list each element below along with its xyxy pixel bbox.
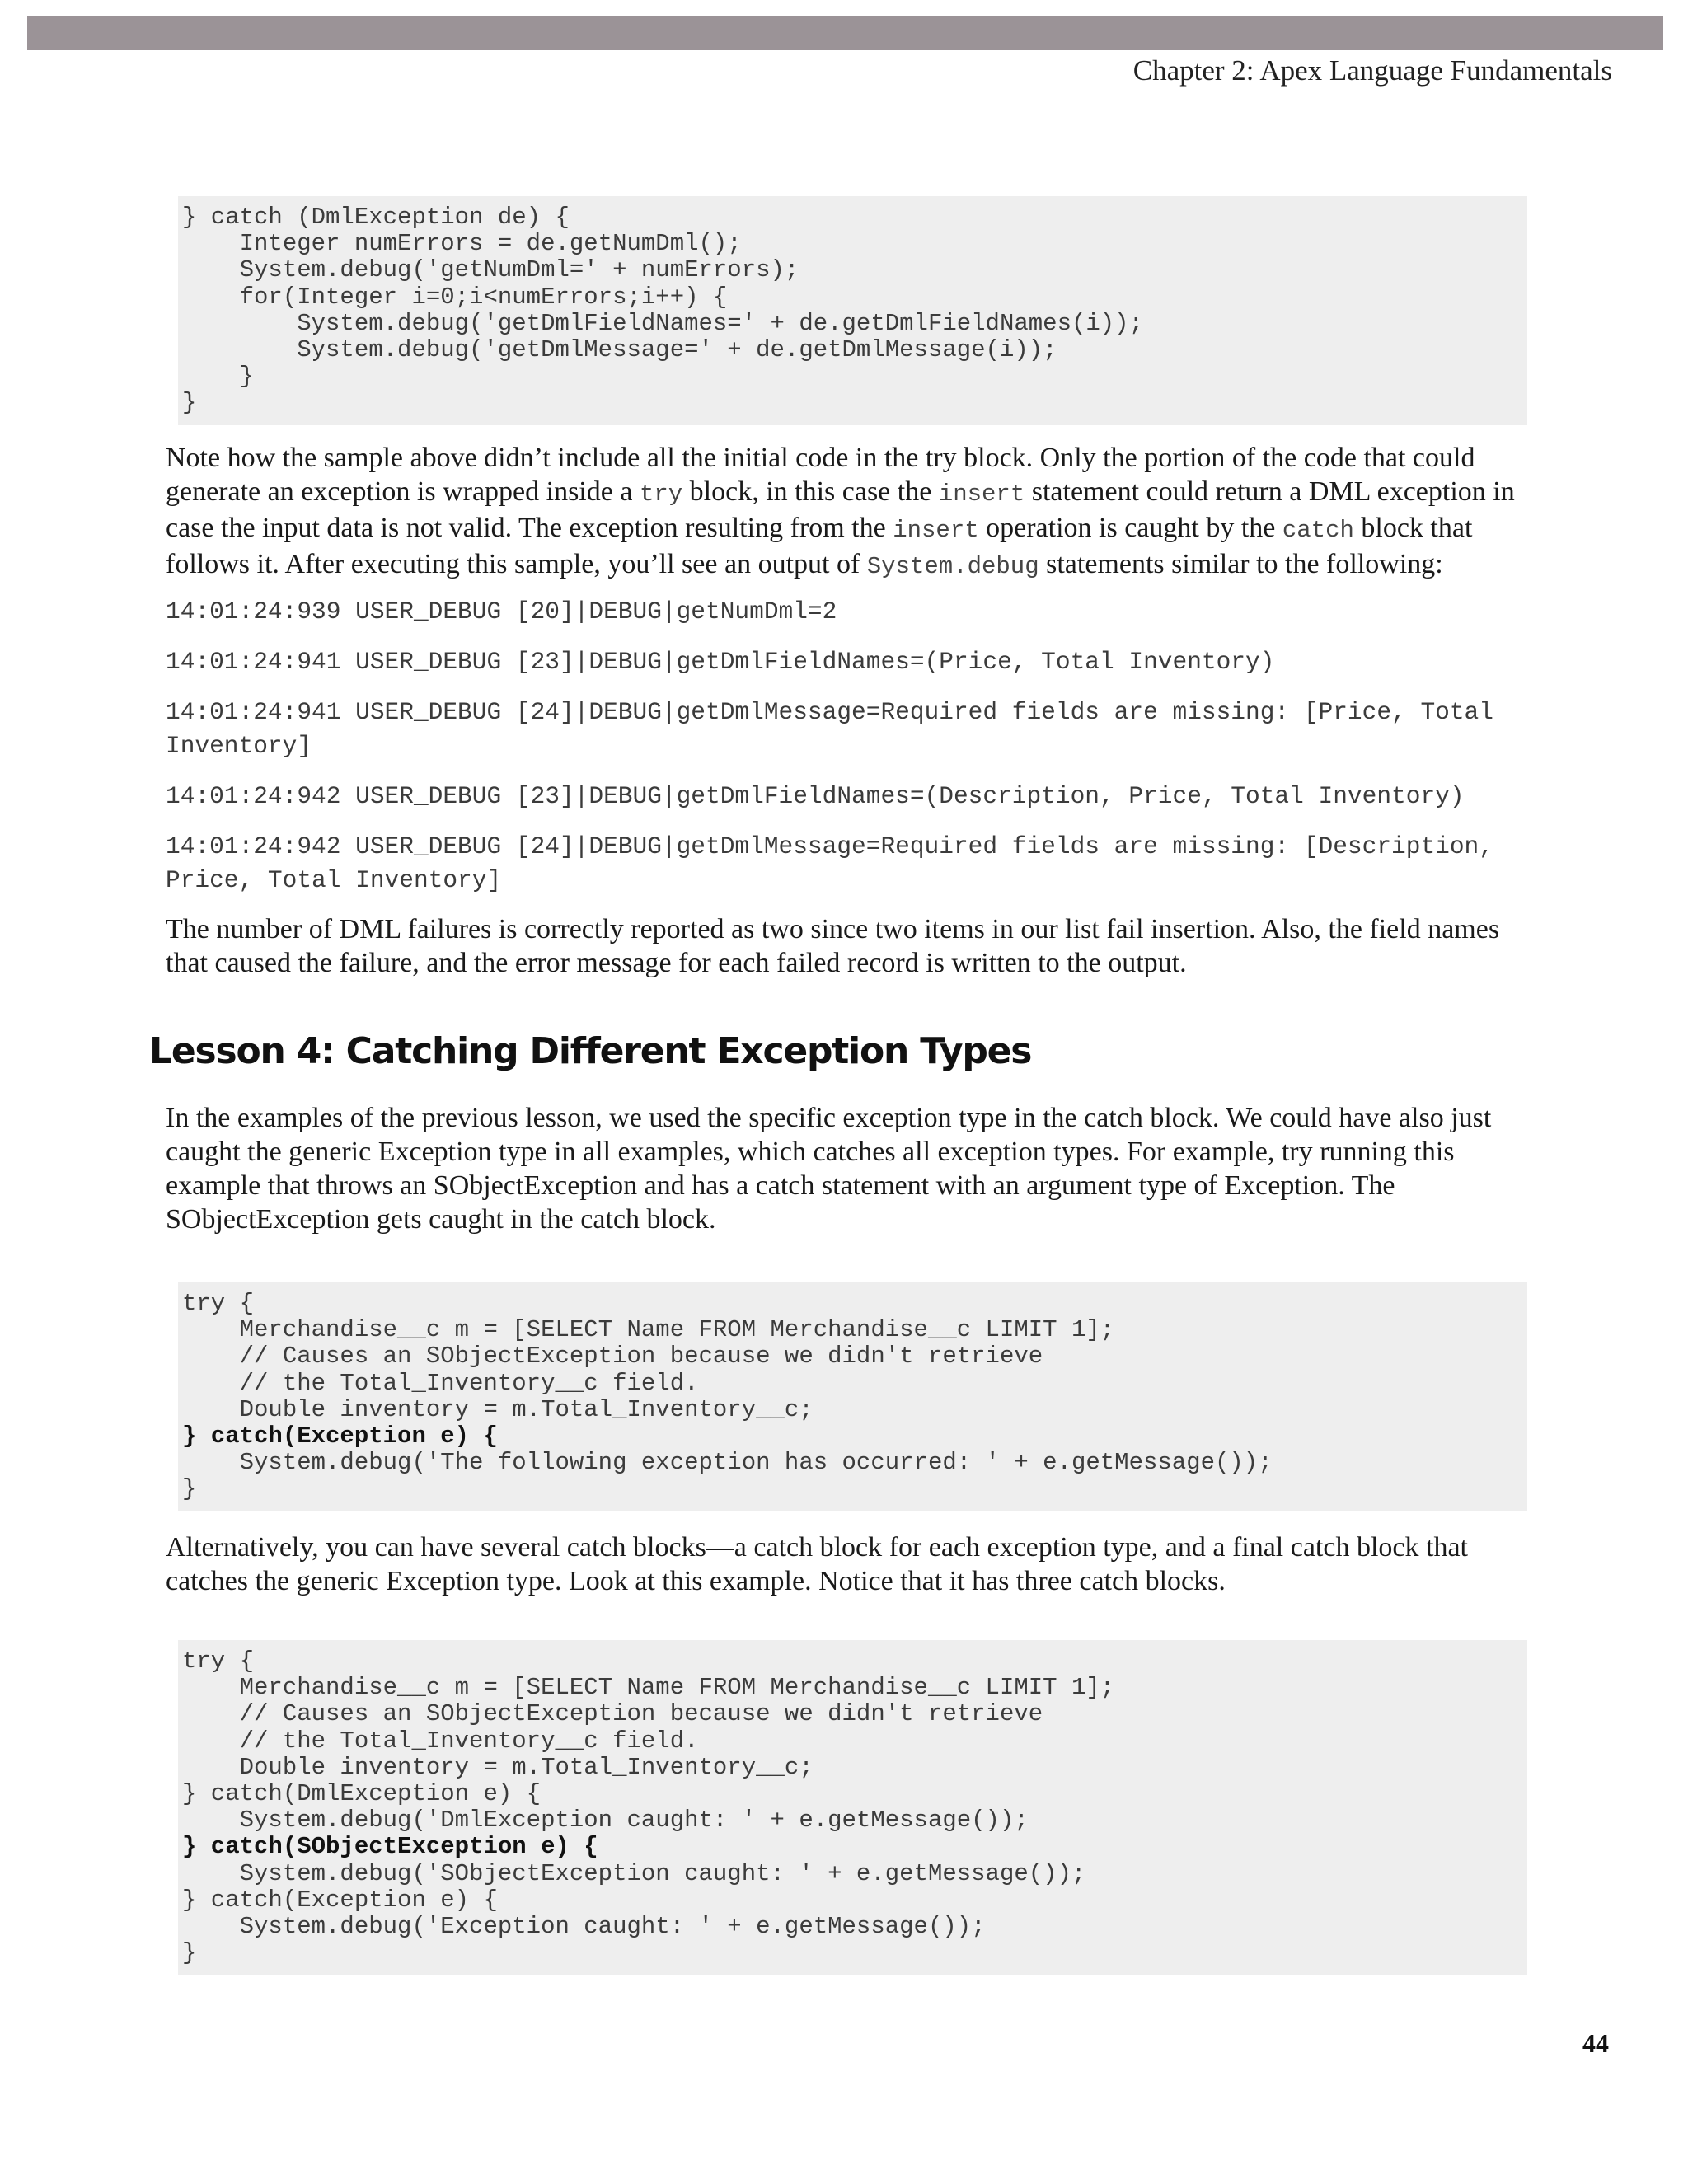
debug-log-line: 14:01:24:942 USER_DEBUG [24]|DEBUG|getDmlMessage=Required fields are missing: [Description, Price, Total Inventory]	[166, 832, 1508, 894]
code-line: try {	[182, 1647, 255, 1675]
paragraph-dml-failures: The number of DML failures is correctly reported as two since two items in our list fail insertion. Also, the field names that caused the failure, and the error message for each failed record is written to the output.	[166, 914, 1500, 978]
code-line: System.debug('getDmlMessage=' + de.getDmlMessage(i));	[182, 336, 1057, 364]
text-run: block, in this case the	[682, 476, 939, 507]
code-line: } catch(DmlException e) {	[182, 1780, 542, 1808]
text-run: statement could return a DML exception in case the input data is not valid. The exception resulting from the	[166, 476, 1515, 543]
inline-code: insert	[893, 517, 979, 544]
code-block-multiple-catch	[178, 1640, 1527, 1975]
running-head: Chapter 2: Apex Language Fundamentals	[1132, 54, 1612, 87]
code-line: // Causes an SObjectException because we didn't retrieve	[182, 1343, 1043, 1371]
code-line: }	[182, 1475, 197, 1503]
code-block-generic-catch	[178, 1282, 1527, 1511]
debug-log-line: 14:01:24:942 USER_DEBUG [23]|DEBUG|getDmlFieldNames=(Description, Price, Total Inventory)	[166, 782, 1465, 810]
code-block-dml-catch	[178, 196, 1527, 425]
paragraph-multiple-catch: Alternatively, you can have several catch blocks—a catch block for each exception type, and a final catch block that catches the generic Exception type. Look at this example. Notice that it has three catch blocks.	[166, 1532, 1468, 1596]
code-line: }	[182, 389, 197, 417]
code-line: System.debug('getNumDml=' + numErrors);	[182, 256, 799, 284]
debug-log-line: 14:01:24:941 USER_DEBUG [24]|DEBUG|getDmlMessage=Required fields are missing: [Price, Total Inventory]	[166, 698, 1508, 760]
code-line: System.debug('getDmlFieldNames=' + de.getDmlFieldNames(i));	[182, 309, 1143, 337]
debug-log-line: 14:01:24:939 USER_DEBUG [20]|DEBUG|getNumDml=2	[166, 598, 837, 626]
page-number: 44	[1582, 2028, 1609, 2058]
code-line: Integer numErrors = de.getNumDml();	[182, 230, 742, 258]
code-line: Double inventory = m.Total_Inventory__c;	[182, 1395, 814, 1423]
text-run: Note how the sample above didn’t include all the initial code in the try block. Only the portion of the code that could generate an exception is wrapped inside a	[166, 443, 1475, 507]
code-line: System.debug('The following exception has occurred: ' + e.getMessage());	[182, 1449, 1273, 1477]
code-line: } catch(Exception e) {	[182, 1886, 498, 1914]
paragraph-try-block-note	[166, 441, 1542, 583]
text-run: block that follows it. After executing this sample, you’ll see an output of	[166, 513, 1473, 579]
code-line: }	[182, 1939, 197, 1967]
code-line: Merchandise__c m = [SELECT Name FROM Merchandise__c LIMIT 1];	[182, 1316, 1115, 1344]
text-run: operation is caught by the	[978, 513, 1282, 543]
code-line: for(Integer i=0;i<numErrors;i++) {	[182, 283, 728, 311]
code-line-bold: } catch(SObjectException e) {	[182, 1833, 598, 1861]
code-line: System.debug('Exception caught: ' + e.getMessage());	[182, 1913, 986, 1941]
inline-code: System.debug	[866, 553, 1039, 580]
code-line: // the Total_Inventory__c field.	[182, 1369, 699, 1397]
code-line: }	[182, 363, 255, 391]
code-line-bold: } catch(Exception e) {	[182, 1422, 498, 1451]
debug-log-line: 14:01:24:941 USER_DEBUG [23]|DEBUG|getDmlFieldNames=(Price, Total Inventory)	[166, 648, 1275, 676]
lesson-heading: Lesson 4: Catching Different Exception Types	[149, 1030, 1032, 1072]
code-line: try {	[182, 1290, 255, 1317]
inline-code: try	[639, 480, 683, 508]
code-line: Double inventory = m.Total_Inventory__c;	[182, 1753, 814, 1781]
text-run: statements similar to the following:	[1039, 549, 1443, 579]
inline-code: insert	[938, 480, 1025, 508]
code-line: Merchandise__c m = [SELECT Name FROM Merchandise__c LIMIT 1];	[182, 1674, 1115, 1702]
paragraph-generic-exception: In the examples of the previous lesson, we used the specific exception type in the catch block. We could have also just caught the generic Exception type in all examples, which catches all exception types. For example, try running this example that throws an SObjectException and has a catch statement with an argument type of Exception. The SObjectException gets caught in the catch block.	[166, 1103, 1492, 1235]
code-line: System.debug('SObjectException caught: ' + e.getMessage());	[182, 1859, 1086, 1887]
code-line: // Causes an SObjectException because we didn't retrieve	[182, 1700, 1043, 1728]
header-bar	[27, 16, 1663, 50]
inline-code: catch	[1282, 517, 1354, 544]
code-line: } catch (DmlException de) {	[182, 204, 570, 231]
code-line: System.debug('DmlException caught: ' + e.getMessage());	[182, 1807, 1029, 1835]
code-line: // the Total_Inventory__c field.	[182, 1727, 699, 1755]
